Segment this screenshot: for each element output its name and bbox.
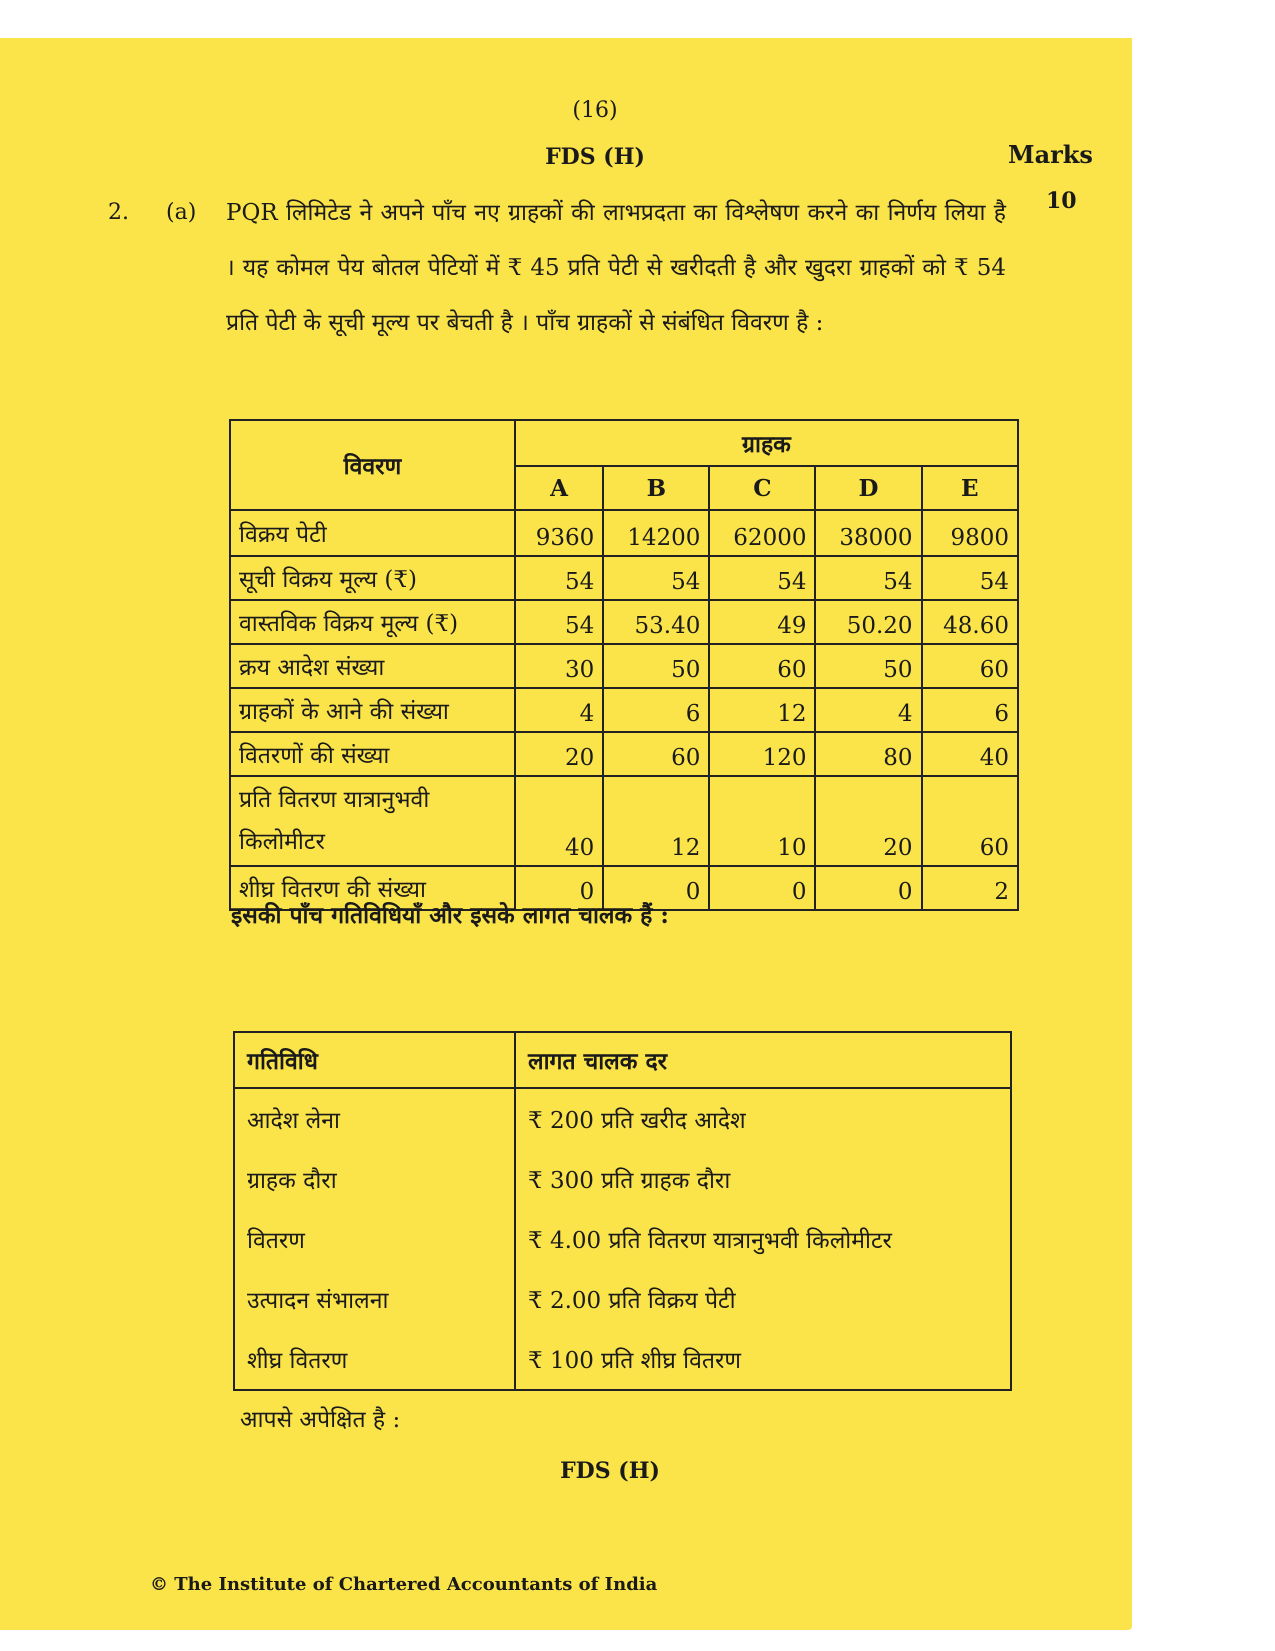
- cell-value: 54: [515, 600, 603, 644]
- row-label: विक्रय पेटी: [230, 510, 515, 556]
- customer-details-table: [229, 419, 1019, 911]
- cell-value: 20: [515, 732, 603, 776]
- question-number: 2.: [108, 200, 129, 225]
- activity-name: वितरण: [234, 1209, 515, 1269]
- question-text: PQR लिमिटेड ने अपने पाँच नए ग्राहकों की लाभप्रदता का विश्लेषण करने का निर्णय लिया है । यह कोमल पेय बोतल पेटियों में ₹ 45 प्रति पेटी से खरीदती है और खुदरा ग्राहकों को ₹ 54 प्रति पेटी के सूची मूल्य पर बेचती है । पाँच ग्राहकों से संबंधित विवरण है :: [226, 200, 1006, 336]
- marks-label: Marks: [1008, 140, 1093, 169]
- cell-value: 6: [603, 688, 709, 732]
- cell-value: 54: [515, 556, 603, 600]
- activity-header: गतिविधि: [234, 1032, 515, 1088]
- table-row: [234, 1269, 1011, 1329]
- cell-value: 62000: [709, 510, 815, 556]
- customer-header: ग्राहक: [515, 420, 1018, 466]
- cell-value: 6: [922, 688, 1018, 732]
- expected-text: आपसे अपेक्षित है :: [240, 1407, 401, 1433]
- cell-value: 49: [709, 600, 815, 644]
- row-label: शीघ्र वितरण की संख्या: [230, 866, 515, 910]
- row-label: सूची विक्रय मूल्य (₹): [230, 556, 515, 600]
- cell-value: 60: [922, 776, 1018, 866]
- cell-value: 0: [709, 866, 815, 910]
- cell-value: 38000: [815, 510, 921, 556]
- cell-value: 0: [515, 866, 603, 910]
- activity-name: उत्पादन संभालना: [234, 1269, 515, 1329]
- cell-value: 54: [603, 556, 709, 600]
- activity-rate: ₹ 300 प्रति ग्राहक दौरा: [515, 1149, 1011, 1209]
- cell-value: 4: [815, 688, 921, 732]
- cell-value: 30: [515, 644, 603, 688]
- customer-col-header: B: [603, 466, 709, 510]
- cell-value: 54: [922, 556, 1018, 600]
- activities-intro: इसकी पाँच गतिविधियाँ और इसके लागत चालक हैं :: [231, 902, 669, 929]
- table-row: [234, 1149, 1011, 1209]
- cell-value: 4: [515, 688, 603, 732]
- paper-code-header: FDS (H): [545, 144, 645, 170]
- customer-col-header: E: [922, 466, 1018, 510]
- activity-name: आदेश लेना: [234, 1088, 515, 1149]
- question-part: (a): [166, 200, 197, 225]
- detail-header: विवरण: [230, 420, 515, 510]
- activity-name: ग्राहक दौरा: [234, 1149, 515, 1209]
- page-number: (16): [572, 98, 618, 123]
- row-label: वितरणों की संख्या: [230, 732, 515, 776]
- cell-value: 48.60: [922, 600, 1018, 644]
- cell-value: 120: [709, 732, 815, 776]
- copyright-notice: © The Institute of Chartered Accountants of India: [150, 1574, 658, 1595]
- cell-value: 20: [815, 776, 921, 866]
- cell-value: 50: [603, 644, 709, 688]
- cell-value: 0: [815, 866, 921, 910]
- table-row: [230, 732, 1018, 776]
- paper-code-footer: FDS (H): [560, 1458, 660, 1484]
- cell-value: 54: [709, 556, 815, 600]
- cell-value: 54: [815, 556, 921, 600]
- activity-rate: ₹ 4.00 प्रति वितरण यात्रानुभवी किलोमीटर: [515, 1209, 1011, 1269]
- cell-value: 12: [709, 688, 815, 732]
- cell-value: 2: [922, 866, 1018, 910]
- activity-cost-table: [233, 1031, 1012, 1391]
- cell-value: 50.20: [815, 600, 921, 644]
- customer-col-header: D: [815, 466, 921, 510]
- row-label: क्रय आदेश संख्या: [230, 644, 515, 688]
- activity-name: शीघ्र वितरण: [234, 1329, 515, 1390]
- row-label: [230, 776, 515, 866]
- table-row: [230, 644, 1018, 688]
- activity-rate: ₹ 100 प्रति शीघ्र वितरण: [515, 1329, 1011, 1390]
- activity-rate: ₹ 2.00 प्रति विक्रय पेटी: [515, 1269, 1011, 1329]
- cell-value: 53.40: [603, 600, 709, 644]
- cell-value: 80: [815, 732, 921, 776]
- table-row: [234, 1209, 1011, 1269]
- cell-value: 9360: [515, 510, 603, 556]
- row-label: वास्तविक विक्रय मूल्य (₹): [230, 600, 515, 644]
- customer-col-header: A: [515, 466, 603, 510]
- cell-value: 60: [603, 732, 709, 776]
- cell-value: 9800: [922, 510, 1018, 556]
- cell-value: 50: [815, 644, 921, 688]
- activity-rate: ₹ 200 प्रति खरीद आदेश: [515, 1088, 1011, 1149]
- row-label-line: किलोमीटर: [239, 829, 325, 855]
- table-row: [230, 600, 1018, 644]
- table-row: [230, 688, 1018, 732]
- cell-value: 14200: [603, 510, 709, 556]
- table-row: [234, 1088, 1011, 1149]
- table-row: [230, 556, 1018, 600]
- row-label-line: प्रति वितरण यात्रानुभवी: [239, 787, 430, 813]
- row-label: ग्राहकों के आने की संख्या: [230, 688, 515, 732]
- table-row: [234, 1329, 1011, 1390]
- cell-value: 60: [922, 644, 1018, 688]
- table-row: [230, 510, 1018, 556]
- customer-col-header: C: [709, 466, 815, 510]
- table-row: [230, 776, 1018, 866]
- cell-value: 10: [709, 776, 815, 866]
- rate-header: लागत चालक दर: [515, 1032, 1011, 1088]
- cell-value: 12: [603, 776, 709, 866]
- marks-value: 10: [1046, 188, 1077, 214]
- cell-value: 40: [922, 732, 1018, 776]
- cell-value: 40: [515, 776, 603, 866]
- cell-value: 0: [603, 866, 709, 910]
- cell-value: 60: [709, 644, 815, 688]
